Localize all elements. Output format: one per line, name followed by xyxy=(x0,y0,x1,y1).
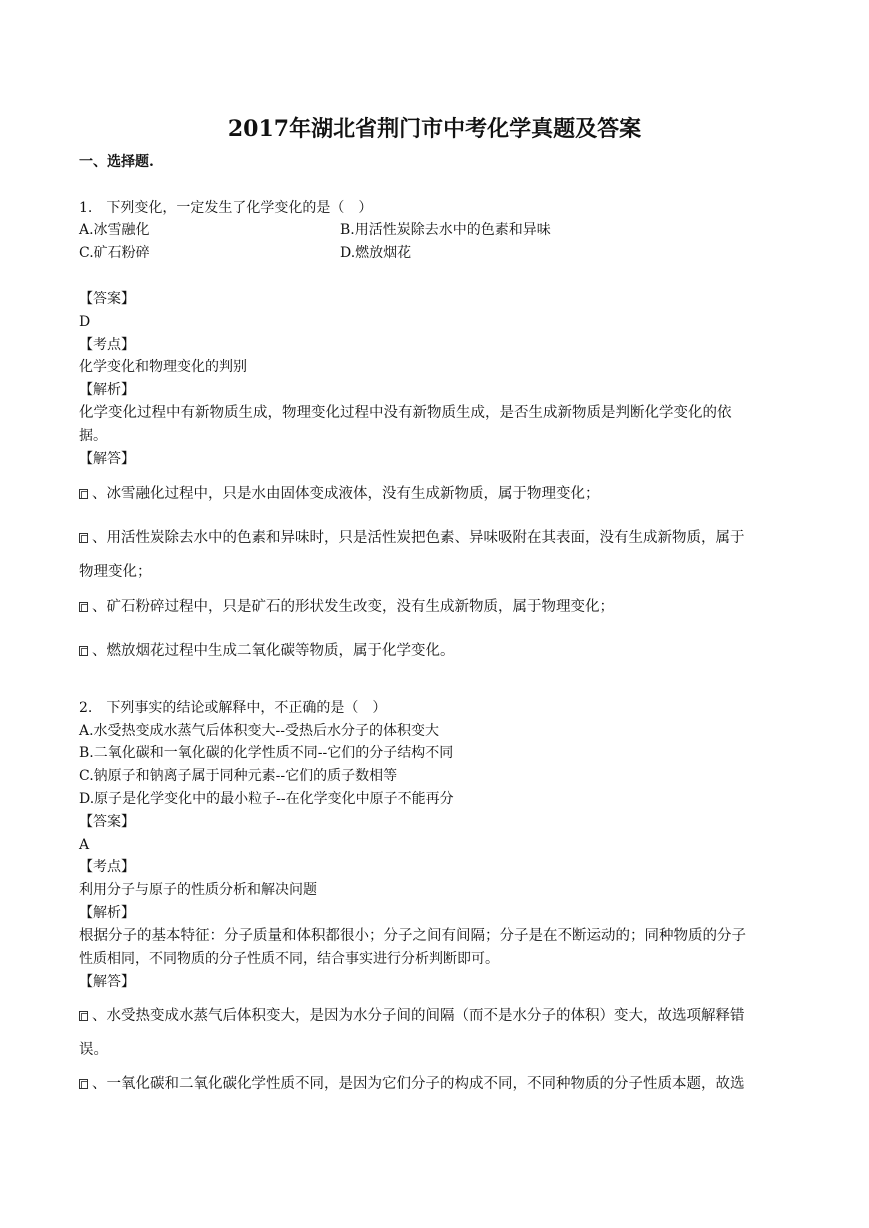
missing-glyph-icon xyxy=(79,646,88,656)
q2-solution-label: 【解答】 xyxy=(79,974,135,990)
section-heading: 一、选择题. xyxy=(79,154,154,170)
q1-solution-d: 、燃放烟花过程中生成二氧化碳等物质，属于化学变化。 xyxy=(79,641,455,661)
q1-solution-label: 【解答】 xyxy=(79,451,135,467)
missing-glyph-icon xyxy=(79,489,88,499)
q1-option-c: C.矿石粉碎 xyxy=(79,245,150,261)
missing-glyph-icon xyxy=(79,1079,88,1089)
q2-analysis-label: 【解析】 xyxy=(79,905,135,921)
q1-analysis-line2: 据。 xyxy=(79,428,107,444)
missing-glyph-icon xyxy=(79,1011,88,1021)
q1-option-d: D.燃放烟花 xyxy=(340,245,412,261)
q1-answer: D xyxy=(79,314,91,330)
q1-option-b: B.用活性炭除去水中的色素和异味 xyxy=(340,222,551,238)
q2-answer-label: 【答案】 xyxy=(79,814,135,830)
q1-solution-b-cont: 物理变化； xyxy=(79,564,152,580)
q1-analysis-line1: 化学变化过程中有新物质生成，物理变化过程中没有新物质生成，是否生成新物质是判断化学变化的依 xyxy=(79,405,732,421)
q2-option-a: A.水受热变成水蒸气后体积变大--受热后水分子的体积变大 xyxy=(79,723,440,739)
q2-option-b: B.二氧化碳和一氧化碳的化学性质不同--它们的分子结构不同 xyxy=(79,745,454,761)
q2-solution-a-cont: 误。 xyxy=(79,1042,108,1058)
missing-glyph-icon xyxy=(79,533,88,543)
q2-analysis-line1: 根据分子的基本特征：分子质量和体积都很小；分子之间有间隔；分子是在不断运动的；同种物质的分子 xyxy=(79,928,746,944)
missing-glyph-icon xyxy=(79,602,88,612)
q2-solution-b: 、一氧化碳和二氧化碳化学性质不同，是因为它们分子的构成不同，不同种物质的分子性质本题，故选 xyxy=(79,1074,745,1094)
document-title: 2017年湖北省荆门市中考化学真题及答案 xyxy=(227,116,642,142)
q2-stem: 2. 下列事实的结论或解释中，不正确的是（ ） xyxy=(79,700,387,716)
q2-point: 利用分子与原子的性质分析和解决问题 xyxy=(79,882,317,898)
q1-point: 化学变化和物理变化的判别 xyxy=(79,359,247,375)
q1-solution-b: 、用活性炭除去水中的色素和异味时，只是活性炭把色素、异味吸附在其表面，没有生成新物质，属于 xyxy=(79,528,745,548)
q2-answer: A xyxy=(79,837,90,853)
q2-analysis-line2: 性质相同，不同物质的分子性质不同，结合事实进行分析判断即可。 xyxy=(79,951,499,967)
q1-option-a: A.冰雪融化 xyxy=(79,222,150,238)
q2-solution-a: 、水受热变成水蒸气后体积变大，是因为水分子间的间隔（而不是水分子的体积）变大，故选项解释错 xyxy=(79,1006,745,1026)
q1-answer-label: 【答案】 xyxy=(79,291,135,307)
q1-solution-c: 、矿石粉碎过程中，只是矿石的形状发生改变，没有生成新物质，属于物理变化； xyxy=(79,597,614,617)
q2-option-c: C.钠原子和钠离子属于同种元素--它们的质子数相等 xyxy=(79,768,398,784)
q1-solution-a: 、冰雪融化过程中，只是水由固体变成液体，没有生成新物质，属于物理变化； xyxy=(79,484,600,504)
q1-point-label: 【考点】 xyxy=(79,337,135,353)
q1-stem: 1. 下列变化，一定发生了化学变化的是（ ） xyxy=(79,200,373,216)
q2-point-label: 【考点】 xyxy=(79,859,135,875)
q1-analysis-label: 【解析】 xyxy=(79,382,135,398)
q2-option-d: D.原子是化学变化中的最小粒子--在化学变化中原子不能再分 xyxy=(79,791,454,807)
